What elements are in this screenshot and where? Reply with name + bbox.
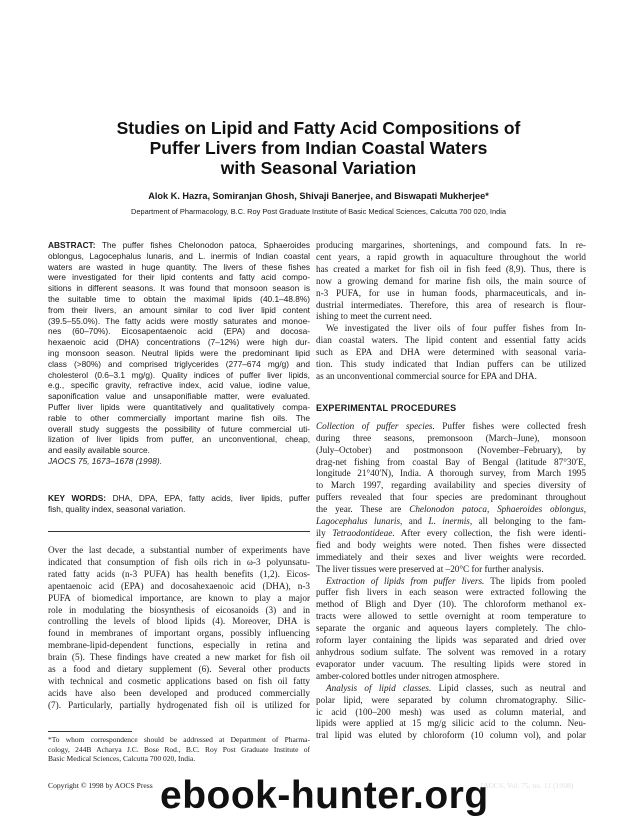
abstract-label: ABSTRACT:	[48, 240, 96, 250]
watermark	[160, 772, 630, 820]
abstract-line: saponification value and unsaponifiable matter, were evaluated.	[48, 391, 310, 402]
intro-line: rated fatty acids (n-3 PUFA) has health benefits (1,2). Eicos-	[48, 568, 310, 579]
abstract-line: were investigated for their lipid contents and fatty acid compo-	[48, 272, 310, 283]
body-line: (July–October) and postmonsoon (November–February), by	[316, 444, 586, 455]
body-line: longitude 21°40′N), India. A thorough survey, from March 1995	[316, 468, 586, 479]
abstract	[48, 240, 310, 467]
footnote-line: cology, 244B Acharya J.C. Bose Rod., B.C. Roy Post Graduate Institute of	[48, 744, 310, 754]
body-line: tral lipid was eluted by chloroform (10 column vol), and polar	[316, 730, 586, 741]
intro-line: brain (5). These findings have created a new market for fish oil	[48, 652, 310, 663]
abstract-line: the suitable time to obtain the maximal lipids (40.1–48.8%)	[48, 293, 310, 304]
body-line: We investigated the liver oils of four puffer fishes from In-	[326, 323, 586, 334]
title-line: with Seasonal Variation	[220, 158, 417, 178]
footnote-line: Basic Medical Sciences, Calcutta 700 020, India.	[48, 754, 196, 764]
keywords-line: KEY WORDS: DHA, DPA, EPA, fatty acids, liver lipids, puffer	[48, 493, 311, 503]
intro-line: apentaenoic acid (EPA) and docosahexaenoic acid (DHA), n-3	[48, 580, 310, 591]
body-line: drag-net fishing from coastal Bay of Bengal (latitude 87°30′E,	[316, 456, 586, 467]
intro-line: membrane-lipid-dependent functions, especially in retina and	[48, 640, 310, 651]
body-line: as an unconventional commercial source for EPA and DHA.	[316, 370, 537, 381]
intro-line: as a food and dietary supplement (6). Several other products	[48, 664, 310, 675]
body-line: amber-colored bottles under nitrogen atmosphere.	[316, 670, 500, 681]
abstract-line: class (>80%) and comprised triglycerides (277–674 mg/g) and	[48, 358, 310, 369]
abstract-line: ABSTRACT: The puffer fishes Chelonodon patoca, Sphaeroides	[48, 240, 311, 250]
abstract-divider	[48, 531, 310, 532]
body-line: tion. This study indicated that Indian puffers can be utilized	[316, 359, 586, 370]
body-line: ishing to meet the current need.	[316, 311, 432, 322]
abstract-line: overall study suggests the possibility of future commercial uti-	[48, 423, 310, 434]
body-line: roform layer containing the lipids was separated and dried over	[316, 635, 586, 646]
footer-copyright: Copyright © 1998 by AOCS Press	[48, 781, 153, 790]
abstract-line: e.g., specific gravity, refractive index, acid value, iodine value,	[48, 380, 310, 391]
intro-line: indicated that consumption of fish oils rich in ω-3 polyunsatu-	[48, 556, 310, 567]
body-line: method of Bligh and Dyer (10). The chloroform methanol ex-	[316, 599, 586, 610]
abstract-line: and easily available source.	[48, 445, 150, 456]
footnote-line: *To whom correspondence should be addressed at Department of Pharma-	[48, 735, 310, 744]
intro-line: controlling the levels of blood lipids (4). Moreover, DHA is	[48, 616, 310, 627]
body-line: during three seasons, premonsoon (March–June), monsoon	[316, 432, 586, 443]
body-line: puffer fish livers in each season were extracted following the	[316, 587, 586, 598]
abstract-line: sitions in different seasons. It was found that monsoon season is	[48, 283, 310, 294]
citation: JAOCS 75, 1673–1678 (1998).	[48, 455, 162, 466]
title-line: Puffer Livers from Indian Coastal Waters	[149, 138, 488, 158]
intro-line: role in modulating the biosynthesis of eicosanoids (3) and in	[48, 604, 310, 615]
body-line: dian coastal waters. The lipid content and essential fatty acids	[316, 335, 586, 346]
intro-line: Over the last decade, a substantial number of experiments have	[48, 545, 310, 555]
body-line: to March 1997, regarding availability and species diversity of	[316, 480, 586, 491]
abstract-line: cholesterol (0.6–3.1 mg/g). Quality indices of puffer liver lipids,	[48, 369, 310, 380]
abstract-line: lization of liver lipids from puffer, an unconventional, cheap,	[48, 434, 310, 445]
body-line: Lagocephalus lunaris, and L. inermis, all belonging to the fam-	[316, 516, 586, 527]
body-line: puffers revealed that four species are predominant throughout	[316, 492, 586, 503]
body-line: ily Tetraodontideae. After every collection, the fish were identi-	[316, 527, 587, 538]
abstract-line: ing monsoon season. Neutral lipids were the predominant lipid	[48, 347, 310, 358]
abstract-line: (39.5–55.0%). The fatty acids were mostly saturates and monoe-	[48, 315, 310, 326]
body-line: tracts were allowed to settle overnight at room temperature to	[316, 611, 586, 622]
body-line: fied and body weights were noted. Then fishes were dissected	[316, 539, 586, 550]
abstract-line: waters are wasted in huge quantity. The livers of these fishes	[48, 261, 310, 272]
body-line: ic acid (100–200 mesh) was used as column material, and	[316, 706, 586, 717]
body-line: anhydrous sodium sulfate. The solvent was removed in a rotary	[316, 647, 586, 657]
body-line: immediately and their sexes and liver weights were recorded.	[316, 551, 586, 562]
author-list: Alok K. Hazra, Somiranjan Ghosh, Shivaji Banerjee, and Biswapati Mukherjee*	[148, 191, 489, 201]
introduction	[48, 545, 310, 712]
intro-line: with technical and cosmetic applications based on fish oil fatty	[48, 675, 310, 686]
body-line: has created a market for fish oil in fish feed (8,9). Thus, there is	[316, 263, 586, 274]
body-line: the year. These are Chelonodon patoca, Sphaeroides oblongus,	[316, 504, 586, 515]
footnote-divider	[48, 731, 132, 732]
intro-line: found in membranes of important organs, possibly influencing	[48, 628, 310, 639]
body-line: Collection of puffer species. Puffer fishes were collected fresh	[316, 420, 586, 431]
abstract-line: rable to other commercially important marine fish oils. The	[48, 412, 310, 423]
abstract-line: from their livers, an amount similar to cod liver lipid content	[48, 304, 310, 315]
body-line: The liver tissues were preserved at –20°C for further analysis.	[316, 563, 544, 574]
watermark-text: ebook-hunter.org	[160, 774, 489, 817]
body-line: polar lipid, were separated by column chromatography. Silic-	[316, 694, 586, 705]
intro-line: (7). Particularly, partially hydrogenated fish oil is utilized for	[48, 699, 310, 710]
affiliation: Department of Pharmacology, B.C. Roy Post Graduate Institute of Basic Medical Sciences, Calcutta 700 020, India	[131, 207, 506, 216]
body-line: such as EPA and DHA were determined with seasonal varia-	[316, 347, 586, 358]
keywords-label: KEY WORDS:	[48, 493, 107, 503]
body-line: Analysis of lipid classes. Lipid classes, such as neutral and	[326, 682, 587, 693]
abstract-line: nes (60–70%). Eicosapentaenoic acid (EPA) and docosa-	[48, 326, 310, 337]
abstract-line: hexaenoic acid (DHA) concentrations (7–12%) were high dur-	[48, 337, 310, 348]
body-line: separate the organic and aqueous layers completely. The chlo-	[316, 623, 586, 634]
footnote	[48, 735, 310, 764]
body-line: lipids were applied at 15 mg/g silicic acid to the column. Neu-	[316, 718, 586, 729]
body-line: dustrial intermediates. Therefore, this area of research is flour-	[316, 299, 586, 310]
right-column	[316, 240, 586, 742]
body-line: Extraction of lipids from puffer livers. The lipids from pooled	[326, 575, 586, 586]
intro-line: acids have also been developed and produced commercially	[48, 687, 310, 698]
body-line: producing margarines, shortenings, and compound fats. In re-	[316, 240, 586, 250]
section-heading: EXPERIMENTAL PROCEDURES	[316, 402, 457, 413]
article-title	[0, 118, 637, 178]
keywords-line: fish, quality index, seasonal variation.	[48, 503, 186, 514]
body-line: cent years, a rapid growth in aquaculture throughout the world	[316, 251, 586, 262]
abstract-line: oblongus, Lagocephalus lunaris, and L. inermis of Indian coastal	[48, 250, 310, 261]
title-line: Studies on Lipid and Fatty Acid Compositions of	[116, 118, 521, 138]
body-line: n-3 PUFA, for use in human foods, pharmaceuticals, and in-	[316, 287, 586, 298]
body-line: evaporator under vacuum. The resulting lipids were stored in	[316, 658, 586, 669]
abstract-line: Puffer liver lipids were quantitatively and qualitatively compa-	[48, 401, 310, 412]
keywords	[48, 493, 310, 515]
intro-line: PUFA of biomedical importance, are known to play a major	[48, 592, 310, 603]
body-line: now a growing demand for marine fish oils, the main source of	[316, 275, 586, 286]
